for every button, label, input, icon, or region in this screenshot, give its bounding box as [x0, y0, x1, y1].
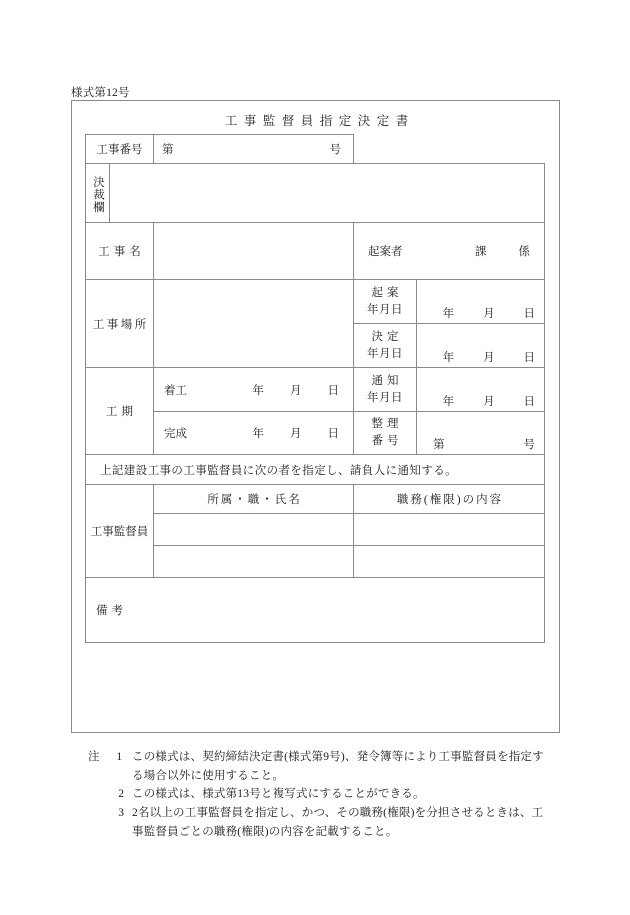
- footnote-item: [88, 785, 568, 804]
- form-number-label: 様式第12号: [71, 87, 130, 99]
- seiri-number-gou: 号: [523, 439, 535, 451]
- footnote-body-3: [132, 804, 568, 841]
- kian-date-year: 年: [442, 308, 455, 320]
- cell-koji-name-value[interactable]: [154, 223, 354, 280]
- koji-number-gou: 号: [329, 144, 341, 156]
- supervisor-label: 工事監督員: [90, 526, 149, 538]
- footnote-2-line-1: この様式は、様式第13号と複写式にすることができる。: [132, 788, 425, 801]
- kessai-label: 決裁欄: [91, 175, 104, 214]
- footnote-number-3: 3: [118, 806, 124, 819]
- cell-kettei-date-label: [354, 324, 417, 368]
- finish-day: 日: [327, 428, 339, 440]
- cell-koji-number-spacer: [354, 135, 545, 164]
- cell-kessai-label: [86, 164, 110, 223]
- cell-koji-place-value[interactable]: [154, 280, 354, 368]
- footnotes: [88, 748, 568, 841]
- cell-supervisor-col-affiliation: [154, 485, 354, 514]
- start-year: 年: [252, 384, 264, 397]
- kettei-date-year: 年: [442, 352, 455, 364]
- cell-finish-value[interactable]: [154, 412, 354, 455]
- period-label: 工期: [106, 406, 137, 418]
- seiri-number-label: [354, 416, 416, 449]
- table-row-kian-date: [86, 280, 545, 324]
- cell-supervisor-col-duty: [354, 485, 545, 514]
- footnote-1-line-1: この様式は、契約締結決定書(様式第9号)、発令簿等により工事監督員を指定す: [132, 751, 544, 763]
- form-table-area: [85, 134, 544, 643]
- seiri-number-label-line2: 番号: [371, 435, 403, 447]
- footnote-item: [88, 748, 568, 785]
- cell-kettei-date-value[interactable]: [417, 324, 545, 368]
- table-row-finish: [86, 412, 545, 455]
- footnote-item: [88, 804, 568, 841]
- cell-seiri-number-value[interactable]: [417, 412, 545, 455]
- form-table: [85, 134, 545, 643]
- table-row-kessai: [86, 164, 545, 223]
- section-label: 課: [475, 246, 487, 258]
- tsuchi-date-month: 月: [483, 396, 495, 408]
- finish-label: 完成: [164, 428, 187, 440]
- notice-sentence: 上記建設工事の工事監督員に次の者を指定し、請負人に通知する。: [100, 464, 457, 477]
- finish-year: 年: [252, 428, 264, 440]
- cell-supervisor-affiliation-2[interactable]: [154, 546, 354, 578]
- tsuchi-date-label: [354, 373, 416, 406]
- cell-drafter-header: [354, 223, 545, 280]
- footnote-3-line-2: 事監督員ごとの職務(権限)の内容を記載すること。: [132, 825, 398, 838]
- table-row-supervisor-entry: [86, 546, 545, 578]
- cell-period-label: [86, 368, 154, 455]
- koji-place-label: 工事場所: [92, 318, 149, 331]
- cell-supervisor-duty-1[interactable]: [354, 514, 545, 546]
- table-row-remarks: [86, 578, 545, 643]
- tsuchi-date-label-line1: 通知: [371, 374, 403, 387]
- remarks-label: 備考: [96, 605, 127, 617]
- tsuchi-date-day: 日: [523, 396, 535, 408]
- cell-supervisor-label: [86, 485, 154, 578]
- cell-tsuchi-date-value[interactable]: [417, 368, 545, 412]
- cell-start-value[interactable]: [154, 368, 354, 412]
- kian-date-month: 月: [483, 308, 495, 320]
- seiri-number-dai: 第: [433, 439, 445, 451]
- footnote-body-1: [132, 748, 568, 785]
- drafter-label: 起案者: [368, 246, 403, 258]
- footnote-1-line-2: る場合以外に使用すること。: [132, 769, 285, 782]
- start-day: 日: [327, 384, 339, 397]
- table-row-supervisor-header: [86, 485, 545, 514]
- footnote-heading-text: 注: [88, 751, 100, 763]
- cell-seiri-number-label: [354, 412, 417, 455]
- supervisor-col-duty-header: 職務(権限)の内容: [396, 494, 504, 506]
- cell-koji-name-label: [86, 223, 154, 280]
- kettei-date-label-line1: 決定: [371, 330, 403, 343]
- footnote-body-2: [132, 785, 568, 804]
- table-row-start: [86, 368, 545, 412]
- seiri-number-label-line1: 整理: [371, 418, 403, 431]
- finish-month: 月: [290, 428, 302, 440]
- cell-koji-place-label: [86, 280, 154, 368]
- cell-remarks[interactable]: [86, 578, 545, 643]
- table-row-notice: [86, 455, 545, 485]
- start-label: 着工: [164, 384, 187, 397]
- cell-supervisor-duty-2[interactable]: [354, 546, 545, 578]
- tsuchi-date-label-line2: 年月日: [367, 391, 403, 404]
- start-month: 月: [290, 384, 302, 397]
- form-outer-frame: [71, 100, 560, 733]
- footnote-number-3-wrap: [88, 804, 132, 823]
- footnote-3-line-1: 2名以上の工事監督員を指定し、かつ、その職務(権限)を分担させるときは、工: [132, 806, 544, 819]
- cell-koji-number-label: [86, 135, 154, 164]
- kettei-date-month: 月: [483, 352, 495, 364]
- footnote-number-2-wrap: [88, 785, 132, 804]
- kettei-date-label-line2: 年月日: [367, 347, 403, 360]
- table-row-supervisor-entry: [86, 514, 545, 546]
- kian-date-label-line1: 起案: [371, 286, 403, 299]
- cell-kessai-area[interactable]: [110, 164, 545, 223]
- footnote-heading: [88, 748, 132, 767]
- cell-tsuchi-date-label: [354, 368, 417, 412]
- kettei-date-label: [354, 329, 416, 362]
- table-row-koji-number: [86, 135, 545, 164]
- cell-notice: [86, 455, 545, 485]
- table-row-koji-name: [86, 223, 545, 280]
- koji-number-label: 工事番号: [96, 144, 143, 156]
- kettei-date-day: 日: [523, 352, 535, 364]
- cell-supervisor-affiliation-1[interactable]: [154, 514, 354, 546]
- cell-kian-date-value[interactable]: [417, 280, 545, 324]
- tsuchi-date-year: 年: [442, 396, 455, 408]
- kian-date-label: [354, 285, 416, 318]
- cell-kian-date-label: [354, 280, 417, 324]
- koji-name-label: 工事名: [98, 246, 145, 258]
- cell-koji-number-value[interactable]: [154, 135, 354, 164]
- footnote-number-2: 2: [118, 788, 124, 801]
- kian-date-day: 日: [523, 308, 535, 320]
- document-title: 工事監督員指定決定書: [224, 114, 415, 128]
- kian-date-label-line2: 年月日: [367, 303, 403, 316]
- footnote-number-1: 1: [116, 751, 123, 763]
- koji-number-dai: 第: [162, 144, 174, 156]
- subsection-label: 係: [518, 246, 530, 258]
- supervisor-col-affiliation-header: 所属・職・氏名: [207, 494, 302, 506]
